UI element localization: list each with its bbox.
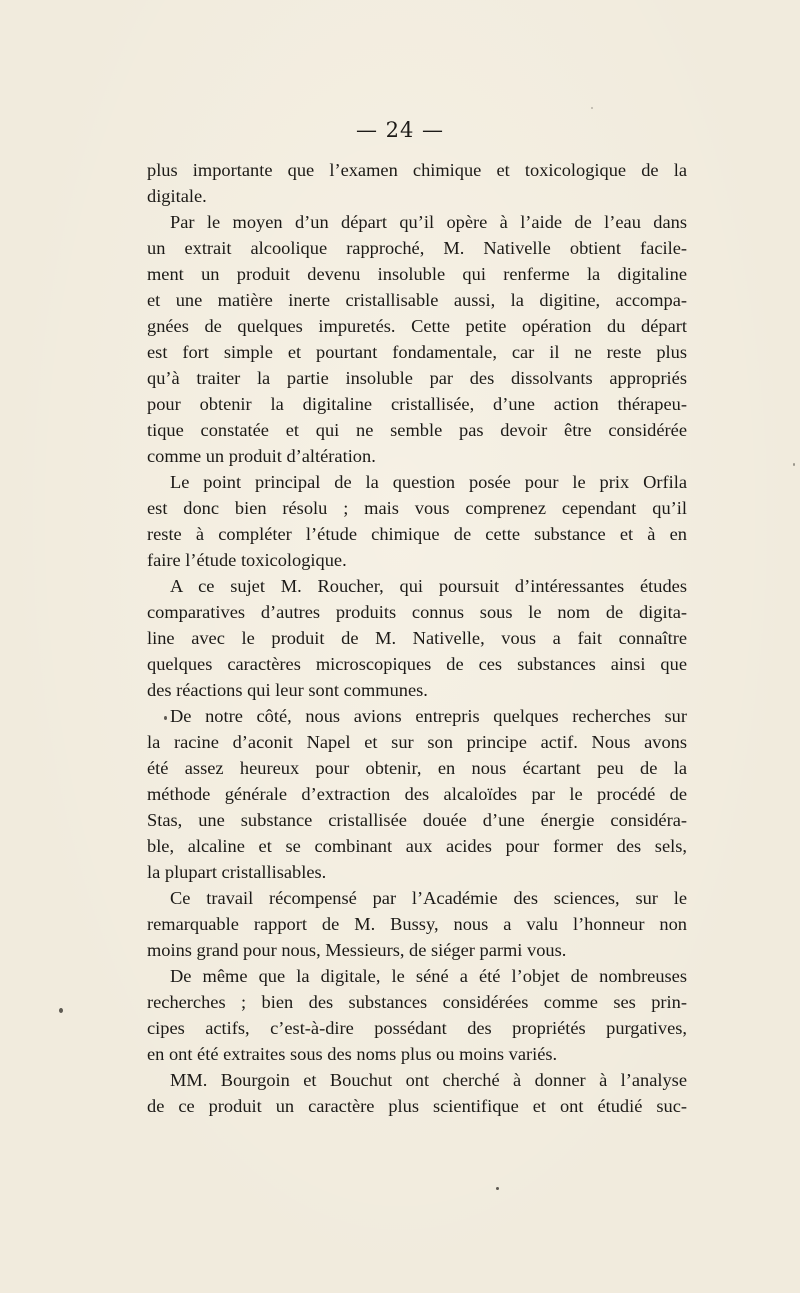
text-line: ment un produit devenu insoluble qui renferme la digitaline xyxy=(147,264,687,284)
text-line: plus importante que l’examen chimique et toxicologique de la xyxy=(147,160,687,180)
text-line: tique constatée et qui ne semble pas devoir être considérée xyxy=(147,420,687,440)
text-line: méthode générale d’extraction des alcaloïdes par le procédé de xyxy=(147,784,687,804)
text-line: moins grand pour nous, Messieurs, de siéger parmi vous. xyxy=(147,940,567,960)
text-line: qu’à traiter la partie insoluble par des dissolvants appropriés xyxy=(147,368,687,388)
text-line: De même que la digitale, le séné a été l’objet de nombreuses xyxy=(170,966,687,986)
text-line: Stas, une substance cristallisée douée d’une énergie considéra- xyxy=(147,810,687,830)
text-line: des réactions qui leur sont communes. xyxy=(147,680,428,700)
text-line: faire l’étude toxicologique. xyxy=(147,550,347,570)
text-line: reste à compléter l’étude chimique de cette substance et à en xyxy=(147,524,687,544)
text-line: MM. Bourgoin et Bouchut ont cherché à donner à l’analyse xyxy=(170,1070,687,1090)
text-line: Ce travail récompensé par l’Académie des sciences, sur le xyxy=(170,888,687,908)
text-line: remarquable rapport de M. Bussy, nous a valu l’honneur non xyxy=(147,914,687,934)
text-line: comme un produit d’altération. xyxy=(147,446,376,466)
text-line: la plupart cristallisables. xyxy=(147,862,327,882)
text-line: comparatives d’autres produits connus sous le nom de digita- xyxy=(147,602,687,622)
text-line: Par le moyen d’un départ qu’il opère à l’aide de l’eau dans xyxy=(170,212,687,232)
text-line: pour obtenir la digitaline cristallisée, d’une action thérapeu- xyxy=(147,394,687,414)
text-line: la racine d’aconit Napel et sur son principe actif. Nous avons xyxy=(147,732,687,752)
text-line: quelques caractères microscopiques de ces substances ainsi que xyxy=(147,654,687,674)
text-line: été assez heureux pour obtenir, en nous écartant peu de la xyxy=(147,758,687,778)
page-number: — 24 — xyxy=(355,118,445,142)
text-line: A ce sujet M. Roucher, qui poursuit d’intéressantes études xyxy=(170,576,687,596)
text-line: et une matière inerte cristallisable aussi, la digitine, accompa- xyxy=(147,290,687,310)
scan-speck xyxy=(164,716,167,720)
text-line: en ont été extraites sous des noms plus ou moins variés. xyxy=(147,1044,558,1064)
text-line: un extrait alcoolique rapproché, M. Nativelle obtient facile- xyxy=(147,238,687,258)
scan-speck xyxy=(591,107,593,109)
body-text xyxy=(147,157,687,1119)
text-line: de ce produit un caractère plus scientifique et ont étudié suc- xyxy=(147,1096,687,1116)
scan-speck xyxy=(496,1187,499,1190)
text-line: ble, alcaline et se combinant aux acides pour former des sels, xyxy=(147,836,687,856)
text-line: cipes actifs, c’est-à-dire possédant des propriétés purgatives, xyxy=(147,1018,687,1038)
scan-speck xyxy=(793,463,795,466)
text-line: line avec le produit de M. Nativelle, vous a fait connaître xyxy=(147,628,687,648)
text-line: est fort simple et pourtant fondamentale, car il ne reste plus xyxy=(147,342,687,362)
text-line: Le point principal de la question posée pour le prix Orfila xyxy=(170,472,687,492)
text-line: gnées de quelques impuretés. Cette petite opération du départ xyxy=(147,316,687,336)
scan-speck xyxy=(59,1008,63,1013)
text-line: digitale. xyxy=(147,186,207,206)
text-line: est donc bien résolu ; mais vous comprenez cependant qu’il xyxy=(147,498,687,518)
text-line: recherches ; bien des substances considérées comme ses prin- xyxy=(147,992,687,1012)
text-line: De notre côté, nous avions entrepris quelques recherches sur xyxy=(170,706,687,726)
